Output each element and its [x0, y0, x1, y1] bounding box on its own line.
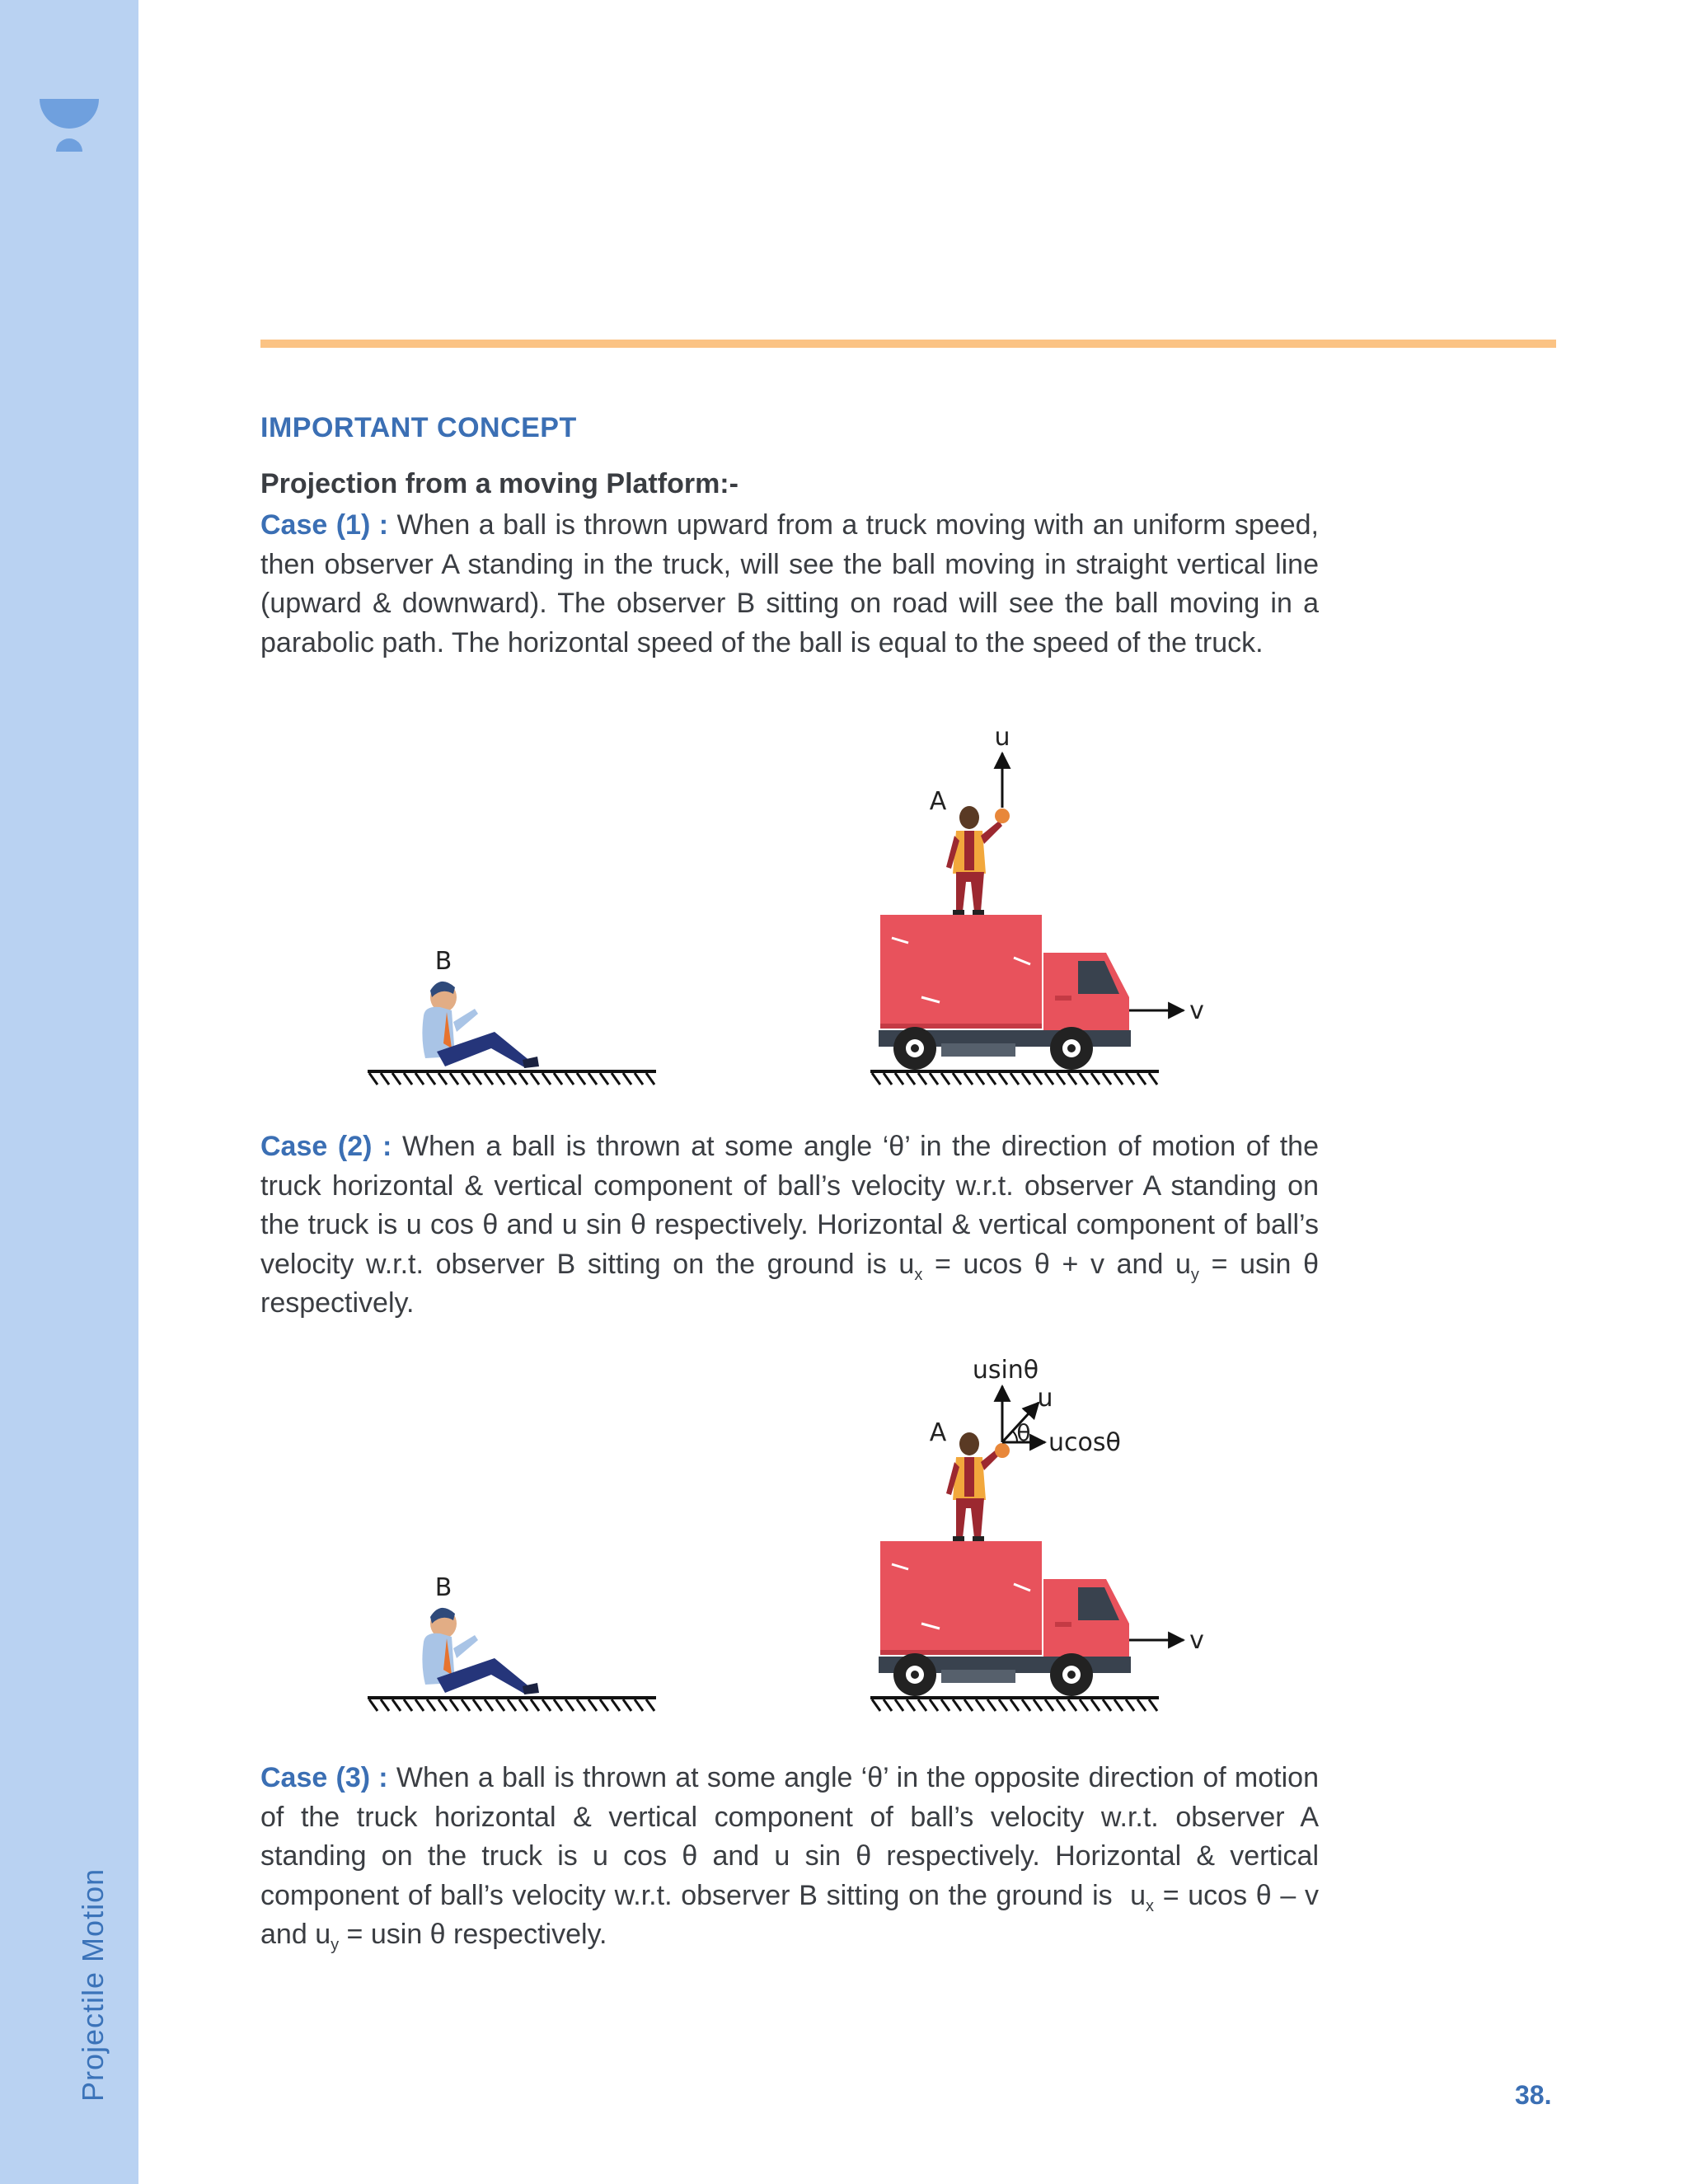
label-b: B [434, 1573, 452, 1602]
ground-hatch-truck [870, 1698, 1159, 1711]
red-truck [879, 915, 1131, 1070]
case-3-uy-base: u [315, 1919, 331, 1950]
label-b: B [434, 947, 452, 976]
case-3-label: Case (3) : [260, 1762, 388, 1793]
label-usin: usinθ [972, 1356, 1039, 1385]
case-2-uy-rhs: = usin θ respectively. [260, 1248, 1319, 1319]
case-2-uy-base: u [1175, 1248, 1191, 1280]
sidebar [0, 0, 138, 2184]
case-2-ux-base: u [898, 1248, 915, 1280]
subheading: Projection from a moving Platform:- [260, 468, 738, 499]
case-2-uy-sub: y [1190, 1265, 1199, 1284]
case-3-ux-sub: x [1146, 1896, 1155, 1915]
label-u: u [1037, 1384, 1053, 1413]
observer-b-sitting [422, 1608, 539, 1694]
label-theta: θ [1016, 1419, 1031, 1446]
observer-a-standing [946, 1432, 1010, 1541]
case-1-paragraph [260, 506, 1319, 663]
ground-hatch-b [368, 1698, 656, 1711]
label-ucos: ucosθ [1048, 1428, 1121, 1457]
case-2-text: When a ball is thrown at some angle ‘θ’ in the direction of motion of the truck horizontal & vertical component of ball’s velocity w.r.t. observer A standing on the truck is u cos θ and u sin θ respectively. Horizontal & vertical component of ball’s velocity w.r.t. observer B sitting on the ground is [260, 1131, 1319, 1280]
case-3-text: When a ball is thrown at some angle ‘θ’ in the opposite direction of motion of the truck horizontal & vertical component of ball’s velocity w.r.t. observer A standing on the truck is u cos θ and u sin θ respectively. Horizontal & vertical component of ball’s velocity w.r.t. observer B sitting on the ground is [260, 1762, 1319, 1911]
observer-a-standing [946, 806, 1010, 915]
case-3-paragraph [260, 1759, 1319, 1955]
case-2-ux-sub: x [914, 1265, 923, 1284]
page-number: 38. [1515, 2080, 1552, 2110]
case-3-uy-rhs: = usin θ respectively. [339, 1919, 607, 1950]
figure-1-truck-vertical-throw [354, 725, 1245, 1113]
observer-b-sitting [422, 982, 539, 1068]
label-v: v [1189, 996, 1204, 1025]
ground-hatch-truck [870, 1071, 1159, 1085]
label-a: A [929, 787, 947, 816]
case-1-label: Case (1) : [260, 509, 389, 541]
case-1-text: When a ball is thrown upward from a truck moving with an uniform speed, then observer A standing in the truck, will see the ball moving in straight vertical line (upward & downward). The observer B sitting on road will see the ball moving in a parabolic path. The horizontal speed of the ball is equal to the speed of the truck. [260, 509, 1320, 658]
label-u: u [994, 725, 1010, 752]
case-2-paragraph [260, 1127, 1319, 1324]
case-2-ux-rhs: = ucos θ + v and [922, 1248, 1175, 1280]
top-divider [260, 340, 1556, 348]
section-heading: IMPORTANT CONCEPT [260, 412, 577, 443]
ground-hatch-b [368, 1071, 656, 1085]
case-3-ux-base: u [1130, 1879, 1146, 1911]
figure-2-truck-angled-throw [354, 1352, 1245, 1739]
case-3-uy-sub: y [331, 1935, 340, 1954]
unacademy-logo-icon [38, 97, 101, 152]
chapter-title-vertical: Projectile Motion [76, 1868, 110, 2102]
red-truck [879, 1541, 1131, 1696]
label-v: v [1189, 1626, 1204, 1655]
case-3-ux-rhs: = ucos θ – v and [260, 1879, 1319, 1950]
label-a: A [929, 1418, 947, 1447]
case-2-label: Case (2) : [260, 1131, 392, 1162]
